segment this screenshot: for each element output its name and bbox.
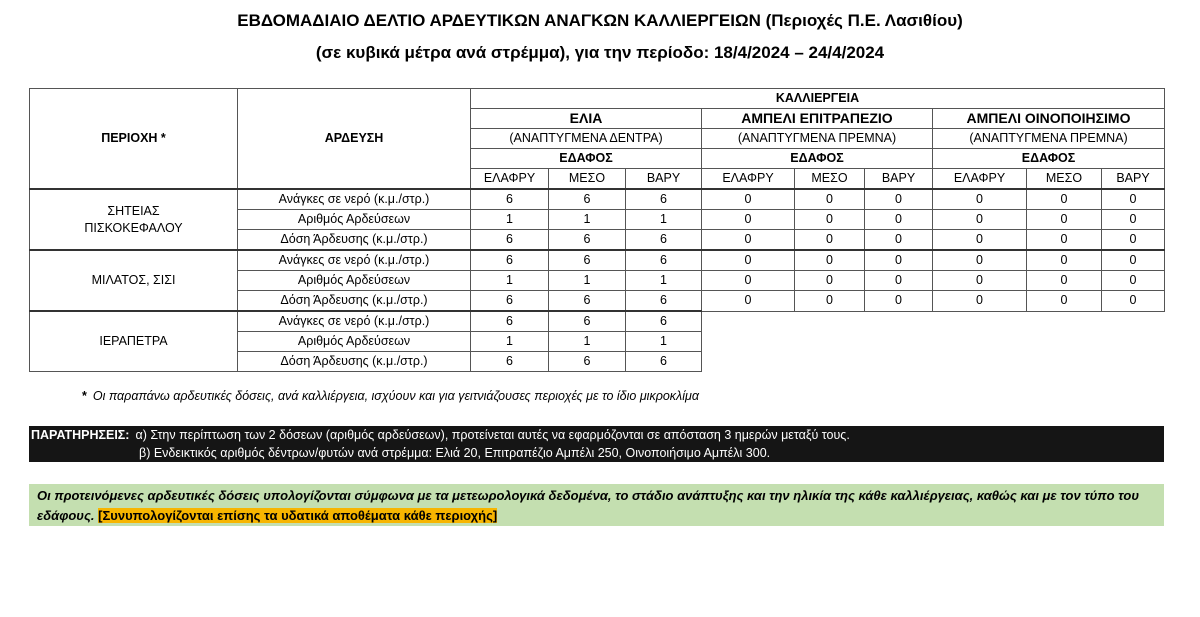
soil-type-light: ΕΛΑΦΡΥ	[471, 169, 549, 190]
value-cell: 6	[549, 291, 626, 312]
table-row	[30, 250, 1165, 271]
value-cell: 0	[865, 291, 933, 312]
soil-type-light: ΕΛΑΦΡΥ	[702, 169, 795, 190]
row-label: Ανάγκες σε νερό (κ.μ./στρ.)	[238, 311, 471, 332]
row-label: Ανάγκες σε νερό (κ.μ./στρ.)	[238, 189, 471, 210]
soil-header: ΕΔΑΦΟΣ	[933, 149, 1165, 169]
value-cell: 1	[471, 271, 549, 291]
empty-cell	[702, 311, 1165, 332]
value-cell: 1	[549, 332, 626, 352]
value-cell: 0	[1102, 291, 1165, 312]
region-name-line: ΠΙΣΚΟΚΕΦΑΛΟΥ	[84, 220, 183, 235]
region-name	[30, 189, 238, 250]
value-cell: 0	[1027, 291, 1102, 312]
value-cell: 6	[626, 291, 702, 312]
soil-type-light: ΕΛΑΦΡΥ	[933, 169, 1027, 190]
value-cell: 6	[549, 250, 626, 271]
row-label: Ανάγκες σε νερό (κ.μ./στρ.)	[238, 250, 471, 271]
notes-box	[29, 426, 1164, 462]
soil-type-medium: ΜΕΣΟ	[549, 169, 626, 190]
value-cell: 0	[865, 210, 933, 230]
soil-type-medium: ΜΕΣΟ	[1027, 169, 1102, 190]
value-cell: 0	[795, 250, 865, 271]
value-cell: 6	[626, 352, 702, 372]
crop-name-wine-grape: ΑΜΠΕΛΙ ΟΙΝΟΠΟΙΗΣΙΜΟ	[933, 109, 1165, 129]
footnote-text: Οι παραπάνω αρδευτικές δόσεις, ανά καλλιέργεια, ισχύουν και για γειτνιάζουσες περιοχές με το ίδιο μικροκλίμα	[92, 389, 699, 403]
value-cell: 6	[471, 230, 549, 251]
value-cell: 0	[1027, 210, 1102, 230]
value-cell: 0	[1102, 271, 1165, 291]
table-row	[30, 311, 1165, 332]
value-cell: 6	[626, 250, 702, 271]
irrigation-table	[29, 88, 1165, 372]
value-cell: 0	[865, 230, 933, 251]
value-cell: 1	[471, 210, 549, 230]
value-cell: 6	[471, 311, 549, 332]
value-cell: 1	[626, 332, 702, 352]
value-cell: 0	[795, 291, 865, 312]
value-cell: 1	[549, 271, 626, 291]
value-cell: 0	[702, 271, 795, 291]
value-cell: 0	[795, 230, 865, 251]
value-cell: 0	[865, 250, 933, 271]
row-label: Δόση Άρδευσης (κ.μ./στρ.)	[238, 291, 471, 312]
value-cell: 0	[1102, 210, 1165, 230]
value-cell: 0	[702, 230, 795, 251]
info-text: Οι προτεινόμενες αρδευτικές δόσεις υπολογίζονται σύμφωνα με τα μετεωρολογικά δεδομένα, το στάδιο ανάπτυξης και την ηλικία της κάθε καλλιέργειας, καθώς και με τον τύπο του εδάφους.	[37, 488, 1140, 523]
soil-header: ΕΔΑΦΟΣ	[702, 149, 933, 169]
region-name-line: ΣΗΤΕΙΑΣ	[107, 203, 160, 218]
value-cell: 0	[1102, 250, 1165, 271]
value-cell: 6	[549, 230, 626, 251]
soil-type-heavy: ΒΑΡΥ	[1102, 169, 1165, 190]
crop-sub-olive: (ΑΝΑΠΤΥΓΜΕΝΑ ΔΕΝΤΡΑ)	[471, 129, 702, 149]
row-label: Δόση Άρδευσης (κ.μ./στρ.)	[238, 352, 471, 372]
empty-cell	[702, 332, 1165, 352]
value-cell: 6	[549, 311, 626, 332]
value-cell: 0	[702, 210, 795, 230]
notes-label: ΠΑΡΑΤΗΡΗΣΕΙΣ:	[31, 428, 130, 442]
value-cell: 6	[471, 291, 549, 312]
crop-name-table-grape: ΑΜΠΕΛΙ ΕΠΙΤΡΑΠΕΖΙΟ	[702, 109, 933, 129]
row-label: Αριθμός Αρδεύσεων	[238, 271, 471, 291]
footnote-mark: *	[82, 389, 87, 403]
value-cell: 0	[933, 230, 1027, 251]
value-cell: 0	[1102, 230, 1165, 251]
value-cell: 0	[865, 189, 933, 210]
value-cell: 6	[471, 250, 549, 271]
value-cell: 0	[933, 250, 1027, 271]
value-cell: 0	[795, 189, 865, 210]
soil-type-heavy: ΒΑΡΥ	[626, 169, 702, 190]
value-cell: 0	[795, 271, 865, 291]
page-title: ΕΒΔΟΜΑΔΙΑΙΟ ΔΕΛΤΙΟ ΑΡΔΕΥΤΙΚΩΝ ΑΝΑΓΚΩΝ ΚΑΛΛΙΕΡΓΕΙΩΝ (Περιοχές Π.Ε. Λασιθίου)	[237, 11, 963, 30]
value-cell: 0	[933, 291, 1027, 312]
value-cell: 0	[865, 271, 933, 291]
footnote	[82, 389, 699, 403]
note-line-1: α) Στην περίπτωση των 2 δόσεων (αριθμός αρδεύσεων), προτείνεται αυτές να εφαρμόζονται σε απόσταση 3 ημερών μεταξύ τους.	[135, 428, 850, 442]
value-cell: 0	[795, 210, 865, 230]
value-cell: 6	[626, 189, 702, 210]
value-cell: 6	[471, 189, 549, 210]
value-cell: 6	[549, 352, 626, 372]
value-cell: 0	[702, 250, 795, 271]
row-label: Αριθμός Αρδεύσεων	[238, 332, 471, 352]
soil-header: ΕΔΑΦΟΣ	[471, 149, 702, 169]
value-cell: 6	[549, 189, 626, 210]
table-row	[30, 189, 1165, 210]
value-cell: 0	[1027, 230, 1102, 251]
crop-name-olive: ΕΛΙΑ	[471, 109, 702, 129]
region-name-line: ΙΕΡΑΠΕΤΡΑ	[99, 334, 168, 348]
info-box	[29, 484, 1164, 526]
region-name	[30, 250, 238, 311]
irrigation-column-header: ΑΡΔΕΥΣΗ	[238, 89, 471, 190]
value-cell: 6	[626, 230, 702, 251]
value-cell: 0	[933, 210, 1027, 230]
value-cell: 0	[1102, 189, 1165, 210]
value-cell: 0	[702, 291, 795, 312]
value-cell: 0	[1027, 271, 1102, 291]
value-cell: 0	[1027, 189, 1102, 210]
crop-sub-wine-grape: (ΑΝΑΠΤΥΓΜΕΝΑ ΠΡΕΜΝΑ)	[933, 129, 1165, 149]
region-column-header: ΠΕΡΙΟΧΗ *	[30, 89, 238, 190]
value-cell: 0	[933, 271, 1027, 291]
value-cell: 1	[471, 332, 549, 352]
region-name-line: ΜΙΛΑΤΟΣ, ΣΙΣΙ	[91, 273, 176, 287]
row-label: Αριθμός Αρδεύσεων	[238, 210, 471, 230]
empty-cell	[702, 352, 1165, 372]
crop-sub-table-grape: (ΑΝΑΠΤΥΓΜΕΝΑ ΠΡΕΜΝΑ)	[702, 129, 933, 149]
info-highlight: [Συνυπολογίζονται επίσης τα υδατικά αποθέματα κάθε περιοχής]	[98, 508, 498, 523]
value-cell: 0	[933, 189, 1027, 210]
value-cell: 0	[702, 189, 795, 210]
value-cell: 0	[1027, 250, 1102, 271]
row-label: Δόση Άρδευσης (κ.μ./στρ.)	[238, 230, 471, 251]
value-cell: 6	[626, 311, 702, 332]
page-subtitle: (σε κυβικά μέτρα ανά στρέμμα), για την περίοδο: 18/4/2024 – 24/4/2024	[315, 43, 885, 62]
value-cell: 1	[626, 210, 702, 230]
crops-header: ΚΑΛΛΙΕΡΓΕΙΑ	[471, 89, 1165, 109]
region-name	[30, 311, 238, 372]
value-cell: 1	[626, 271, 702, 291]
note-line-2: β) Ενδεικτικός αριθμός δέντρων/φυτών ανά στρέμμα: Ελιά 20, Επιτραπέζιο Αμπέλι 250, Οινοποιήσιμο Αμπέλι 300.	[139, 446, 771, 460]
value-cell: 1	[549, 210, 626, 230]
soil-type-heavy: ΒΑΡΥ	[865, 169, 933, 190]
soil-type-medium: ΜΕΣΟ	[795, 169, 865, 190]
value-cell: 6	[471, 352, 549, 372]
